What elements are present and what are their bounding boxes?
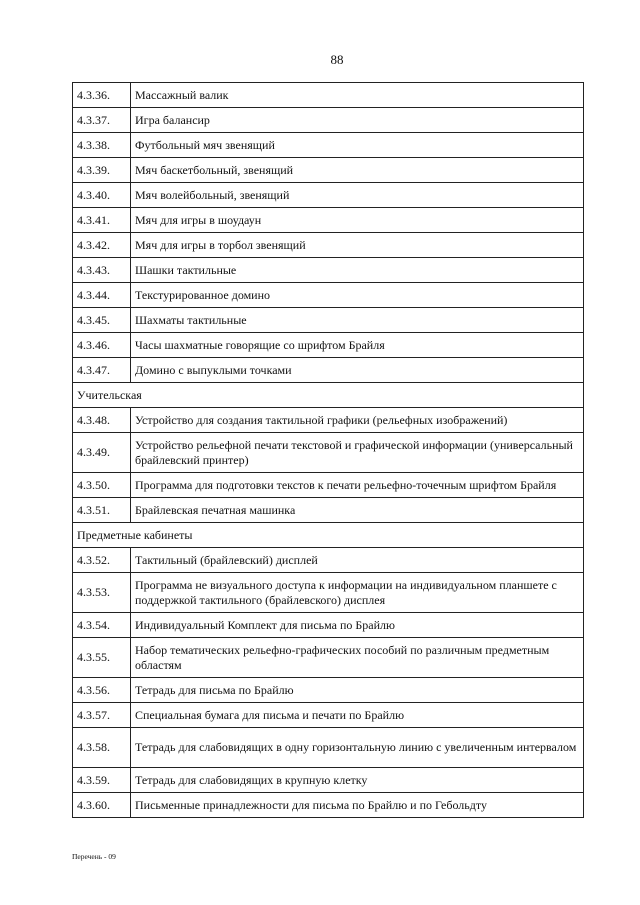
- item-description: Массажный валик: [131, 83, 584, 108]
- item-description: Шашки тактильные: [131, 258, 584, 283]
- item-description: Текстурированное домино: [131, 283, 584, 308]
- equipment-table: [72, 82, 584, 818]
- table-row: [73, 333, 584, 358]
- item-number: 4.3.57.: [73, 703, 131, 728]
- table-row: [73, 473, 584, 498]
- item-number: 4.3.60.: [73, 793, 131, 818]
- item-number: 4.3.50.: [73, 473, 131, 498]
- item-description: Программа для подготовки текстов к печати рельефно-точечным шрифтом Брайля: [131, 473, 584, 498]
- item-number: 4.3.38.: [73, 133, 131, 158]
- table-row: [73, 613, 584, 638]
- item-description: Мяч для игры в торбол звенящий: [131, 233, 584, 258]
- item-number: 4.3.48.: [73, 408, 131, 433]
- item-number: 4.3.39.: [73, 158, 131, 183]
- item-number: 4.3.42.: [73, 233, 131, 258]
- item-description: Футбольный мяч звенящий: [131, 133, 584, 158]
- item-description: Устройство для создания тактильной графики (рельефных изображений): [131, 408, 584, 433]
- page-number: 88: [330, 52, 344, 67]
- item-description: Тетрадь для письма по Брайлю: [131, 678, 584, 703]
- item-number: 4.3.54.: [73, 613, 131, 638]
- item-number: 4.3.40.: [73, 183, 131, 208]
- table-row: [73, 768, 584, 793]
- item-description: Шахматы тактильные: [131, 308, 584, 333]
- item-number: 4.3.51.: [73, 498, 131, 523]
- item-description: Набор тематических рельефно-графических пособий по различным предметным областям: [131, 638, 584, 678]
- item-number: 4.3.59.: [73, 768, 131, 793]
- table-row: [73, 678, 584, 703]
- table-row: [73, 258, 584, 283]
- item-description: Тактильный (брайлевский) дисплей: [131, 548, 584, 573]
- table-row: [73, 728, 584, 768]
- table-row: [73, 638, 584, 678]
- section-heading: Учительская: [73, 383, 584, 408]
- item-description: Тетрадь для слабовидящих в одну горизонтальную линию с увеличенным интервалом: [131, 728, 584, 768]
- table-row: [73, 183, 584, 208]
- item-description: Брайлевская печатная машинка: [131, 498, 584, 523]
- table-row: [73, 133, 584, 158]
- item-number: 4.3.44.: [73, 283, 131, 308]
- item-description: Мяч баскетбольный, звенящий: [131, 158, 584, 183]
- table-row: [73, 208, 584, 233]
- table-row: [73, 793, 584, 818]
- table-row: [73, 573, 584, 613]
- item-description: Мяч для игры в шоудаун: [131, 208, 584, 233]
- footer-label: Перечень - 09: [72, 852, 116, 861]
- item-description: Письменные принадлежности для письма по Брайлю и по Гебольдту: [131, 793, 584, 818]
- item-description: Игра балансир: [131, 108, 584, 133]
- item-description: Специальная бумага для письма и печати по Брайлю: [131, 703, 584, 728]
- item-number: 4.3.37.: [73, 108, 131, 133]
- item-description: Часы шахматные говорящие со шрифтом Брайля: [131, 333, 584, 358]
- item-number: 4.3.47.: [73, 358, 131, 383]
- table-row: [73, 158, 584, 183]
- item-number: 4.3.36.: [73, 83, 131, 108]
- item-number: 4.3.56.: [73, 678, 131, 703]
- table-row: [73, 308, 584, 333]
- item-number: 4.3.53.: [73, 573, 131, 613]
- table-row: [73, 498, 584, 523]
- item-description: Индивидуальный Комплект для письма по Брайлю: [131, 613, 584, 638]
- item-number: 4.3.52.: [73, 548, 131, 573]
- table-row: [73, 703, 584, 728]
- table-row: [73, 548, 584, 573]
- item-description: Программа не визуального доступа к информации на индивидуальном планшете с поддержкой тактильного (брайлевского) дисплея: [131, 573, 584, 613]
- item-number: 4.3.49.: [73, 433, 131, 473]
- item-description: Домино с выпуклыми точками: [131, 358, 584, 383]
- item-description: Тетрадь для слабовидящих в крупную клетку: [131, 768, 584, 793]
- section-heading: Предметные кабинеты: [73, 523, 584, 548]
- table-row: [73, 283, 584, 308]
- item-number: 4.3.41.: [73, 208, 131, 233]
- item-number: 4.3.43.: [73, 258, 131, 283]
- table-row: [73, 233, 584, 258]
- table-row: [73, 358, 584, 383]
- item-description: Мяч волейбольный, звенящий: [131, 183, 584, 208]
- item-number: 4.3.58.: [73, 728, 131, 768]
- item-description: Устройство рельефной печати текстовой и графической информации (универсальный брайлевский принтер): [131, 433, 584, 473]
- table-row: [73, 433, 584, 473]
- item-number: 4.3.55.: [73, 638, 131, 678]
- table-row: [73, 83, 584, 108]
- section-row: [73, 523, 584, 548]
- table-row: [73, 108, 584, 133]
- item-number: 4.3.46.: [73, 333, 131, 358]
- item-number: 4.3.45.: [73, 308, 131, 333]
- section-row: [73, 383, 584, 408]
- table-row: [73, 408, 584, 433]
